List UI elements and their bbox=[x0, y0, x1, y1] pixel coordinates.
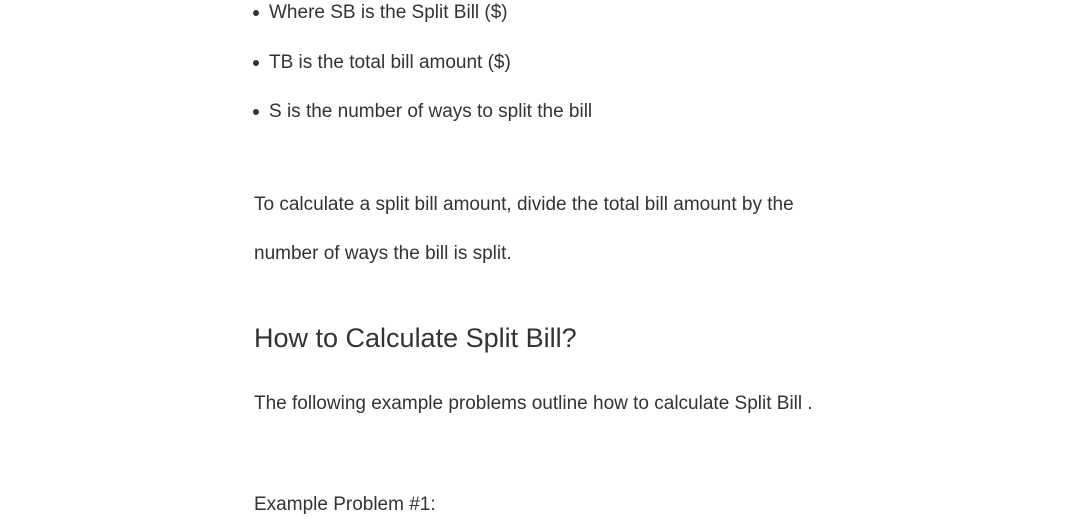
bullet-icon bbox=[253, 60, 259, 66]
paragraph-line: To calculate a split bill amount, divide the total bill amount by the bbox=[254, 194, 794, 215]
section-heading: How to Calculate Split Bill? bbox=[254, 323, 577, 353]
variable-definition-text: S is the number of ways to split the bill bbox=[269, 101, 593, 122]
bullet-icon bbox=[253, 10, 259, 16]
example-intro-paragraph: The following example problems outline how to calculate Split Bill . bbox=[254, 393, 813, 414]
list-item bbox=[269, 0, 508, 26]
variable-definition-text: Where SB is the Split Bill ($) bbox=[269, 2, 508, 23]
variable-definition-text: TB is the total bill amount ($) bbox=[269, 52, 511, 73]
list-item bbox=[269, 99, 592, 125]
list-item bbox=[269, 50, 511, 76]
calculation-explanation-paragraph bbox=[254, 180, 874, 278]
example-problem-label: Example Problem #1: bbox=[254, 494, 436, 515]
paragraph-line: number of ways the bill is split. bbox=[254, 243, 512, 264]
bullet-icon bbox=[253, 109, 259, 115]
